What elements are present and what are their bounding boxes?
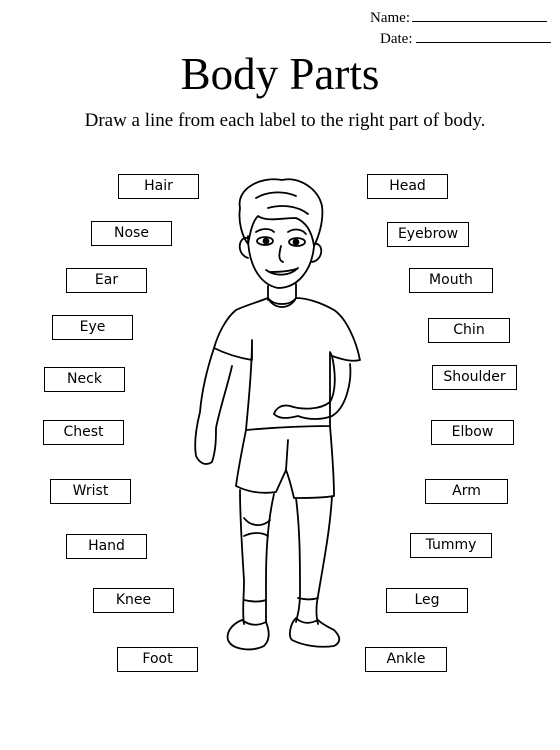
label-hand[interactable]: Hand — [66, 534, 147, 559]
label-eyebrow[interactable]: Eyebrow — [387, 222, 469, 247]
label-eye[interactable]: Eye — [52, 315, 133, 340]
date-label: Date: — [380, 31, 413, 47]
arm-left — [195, 348, 232, 464]
label-ear[interactable]: Ear — [66, 268, 147, 293]
label-chin[interactable]: Chin — [428, 318, 510, 343]
nose-shape — [279, 246, 283, 262]
date-field[interactable] — [380, 30, 551, 48]
leg-right-outer — [317, 496, 333, 624]
label-arm[interactable]: Arm — [425, 479, 508, 504]
eyebrow-left — [256, 229, 274, 232]
page-title: Body Parts — [180, 49, 380, 99]
shorts-shape — [236, 426, 334, 498]
label-knee[interactable]: Knee — [93, 588, 174, 613]
knee-left — [244, 518, 270, 525]
name-line[interactable] — [412, 9, 547, 22]
eyebrow-right — [288, 230, 306, 234]
label-mouth[interactable]: Mouth — [409, 268, 493, 293]
leg-left-outer — [240, 490, 244, 624]
boy-figure — [180, 165, 380, 665]
name-field[interactable] — [370, 9, 547, 27]
label-elbow[interactable]: Elbow — [431, 420, 514, 445]
label-hair[interactable]: Hair — [118, 174, 199, 199]
label-wrist[interactable]: Wrist — [50, 479, 131, 504]
shoe-left — [228, 620, 269, 649]
shirt-collar — [268, 298, 296, 307]
date-line[interactable] — [416, 30, 551, 43]
label-shoulder[interactable]: Shoulder — [432, 365, 517, 390]
label-nose[interactable]: Nose — [91, 221, 172, 246]
instructions-text: Draw a line from each label to the right part of body. — [84, 110, 486, 131]
label-leg[interactable]: Leg — [386, 588, 468, 613]
name-label: Name: — [370, 10, 410, 26]
arm-right — [274, 356, 350, 419]
label-tummy[interactable]: Tummy — [410, 533, 492, 558]
leg-right-inner — [296, 498, 300, 622]
label-chest[interactable]: Chest — [43, 420, 124, 445]
label-foot[interactable]: Foot — [117, 647, 198, 672]
leg-left-inner — [266, 494, 274, 622]
label-neck[interactable]: Neck — [44, 367, 125, 392]
label-ankle[interactable]: Ankle — [365, 647, 447, 672]
shoe-right — [290, 618, 339, 647]
hair-shape — [239, 179, 322, 246]
label-head[interactable]: Head — [367, 174, 448, 199]
